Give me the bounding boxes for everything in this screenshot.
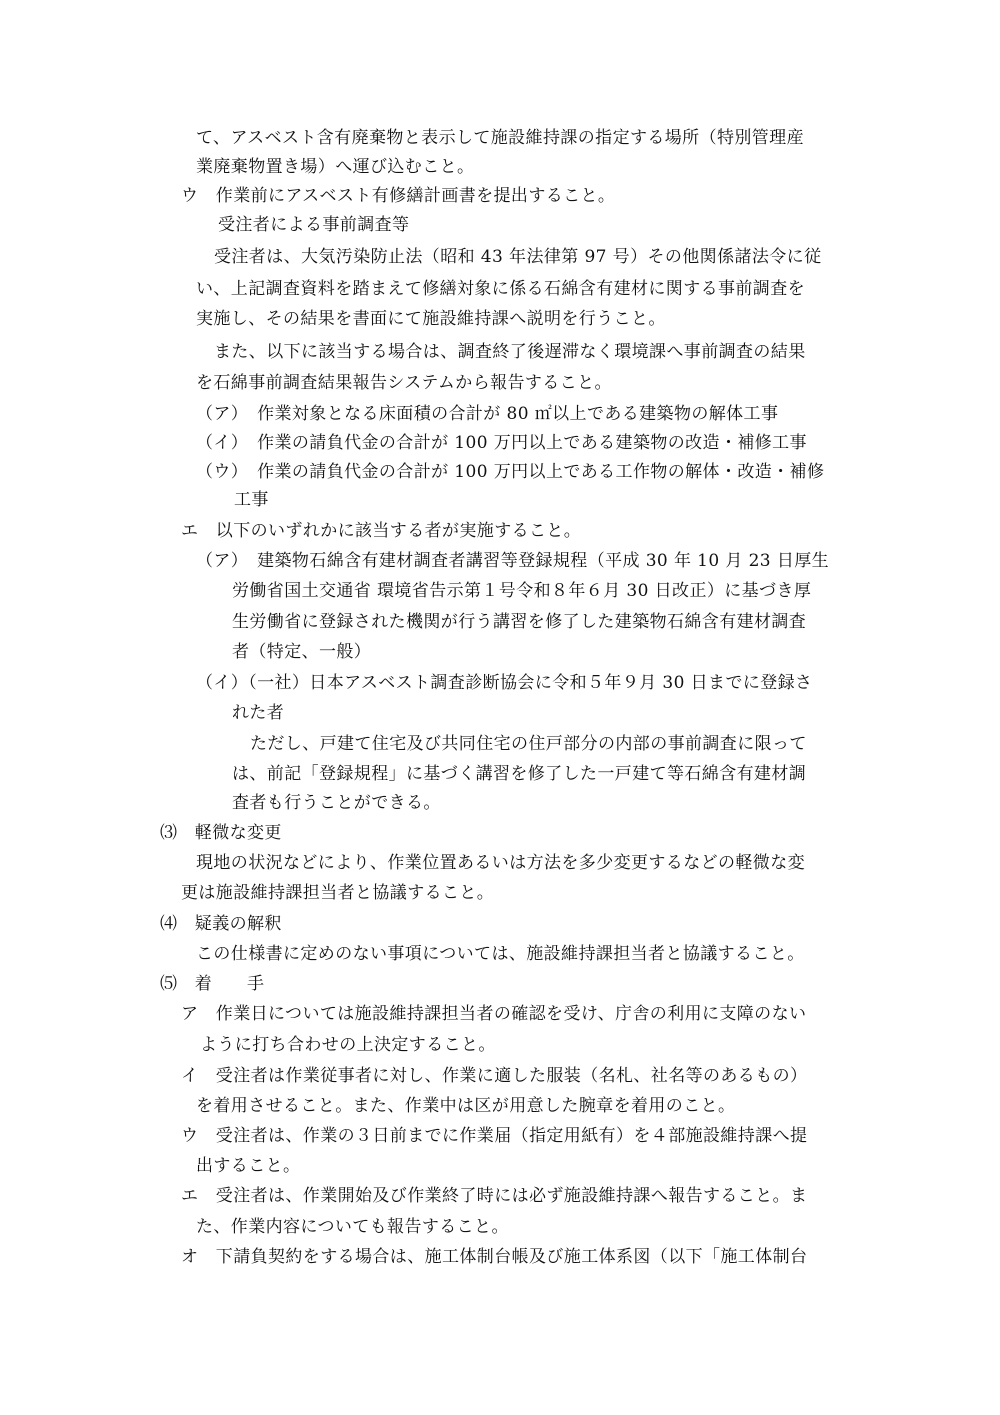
text-line: （イ）（一社）日本アスベスト調査診断協会に令和５年９月 30 日までに登録さ bbox=[196, 673, 813, 693]
text-line: また、以下に該当する場合は、調査終了後遅滞なく環境課へ事前調査の結果 bbox=[214, 342, 806, 362]
text-line: 業廃棄物置き場）へ運び込むこと。 bbox=[196, 157, 475, 177]
text-line: ウ 作業前にアスベスト有修繕計画書を提出すること。 bbox=[181, 186, 616, 206]
text-line: ように打ち合わせの上決定すること。 bbox=[200, 1035, 496, 1055]
text-line: 受注者は、大気汚染防止法（昭和 43 年法律第 97 号）その他関係諸法令に従 bbox=[214, 247, 822, 267]
text-line: 査者も行うことができる。 bbox=[232, 793, 441, 813]
text-line: ア 作業日については施設維持課担当者の確認を受け、庁舎の利用に支障のない bbox=[181, 1004, 807, 1024]
text-line: ウ 受注者は、作業の３日前までに作業届（指定用紙有）を４部施設維持課へ提 bbox=[181, 1126, 808, 1146]
text-line: この仕様書に定めのない事項については、施設維持課担当者と協議すること。 bbox=[196, 944, 805, 964]
text-line: イ 受注者は作業従事者に対し、作業に適した服装（名札、社名等のあるもの） bbox=[181, 1066, 808, 1086]
text-line: エ 受注者は、作業開始及び作業終了時には必ず施設維持課へ報告すること。ま bbox=[181, 1186, 808, 1206]
text-line: い、上記調査資料を踏まえて修繕対象に係る石綿含有建材に関する事前調査を bbox=[196, 279, 805, 299]
text-line: 受注者による事前調査等 bbox=[218, 215, 410, 235]
text-line: 更は施設維持課担当者と協議すること。 bbox=[181, 883, 495, 903]
text-line: 工事 bbox=[234, 490, 269, 510]
text-line: 実施し、その結果を書面にて施設維持課へ説明を行うこと。 bbox=[196, 309, 666, 329]
text-line: ⑶ 軽微な変更 bbox=[160, 823, 282, 843]
text-line: を石綿事前調査結果報告システムから報告すること。 bbox=[196, 373, 612, 393]
text-line: れた者 bbox=[232, 703, 285, 723]
text-line: 者（特定、一般） bbox=[232, 642, 372, 662]
text-line: を着用させること。また、作業中は区が用意した腕章を着用のこと。 bbox=[196, 1096, 736, 1116]
text-line: エ 以下のいずれかに該当する者が実施すること。 bbox=[181, 521, 582, 541]
text-line: オ 下請負契約をする場合は、施工体制台帳及び施工体系図（以下「施工体制台 bbox=[181, 1247, 808, 1267]
text-line: （ウ） 作業の請負代金の合計が 100 万円以上である工作物の解体・改造・補修 bbox=[196, 462, 825, 482]
text-line: （ア） 作業対象となる床面積の合計が 80 ㎡以上である建築物の解体工事 bbox=[196, 404, 779, 424]
text-line: （ア） 建築物石綿含有建材調査者講習等登録規程（平成 30 年 10 月 23 日厚生 bbox=[196, 551, 830, 571]
text-line: ⑷ 疑義の解釈 bbox=[160, 914, 282, 934]
text-line: 現地の状況などにより、作業位置あるいは方法を多少変更するなどの軽微な変 bbox=[196, 853, 805, 873]
text-line: 出すること。 bbox=[196, 1156, 301, 1176]
text-line: 生労働省に登録された機関が行う講習を修了した建築物石綿含有建材調査 bbox=[232, 612, 807, 632]
text-line: て、アスベスト含有廃棄物と表示して施設維持課の指定する場所（特別管理産 bbox=[196, 128, 804, 148]
text-line: た、作業内容についても報告すること。 bbox=[196, 1217, 509, 1237]
text-line: （イ） 作業の請負代金の合計が 100 万円以上である建築物の改造・補修工事 bbox=[196, 433, 807, 453]
text-line: ⑸ 着 手 bbox=[160, 974, 265, 994]
text-line: 労働省国土交通省 環境省告示第１号令和８年６月 30 日改正）に基づき厚 bbox=[232, 581, 812, 601]
text-line: ただし、戸建て住宅及び共同住宅の住戸部分の内部の事前調査に限って bbox=[250, 734, 807, 754]
text-line: は、前記「登録規程」に基づく講習を修了した一戸建て等石綿含有建材調 bbox=[232, 764, 807, 784]
